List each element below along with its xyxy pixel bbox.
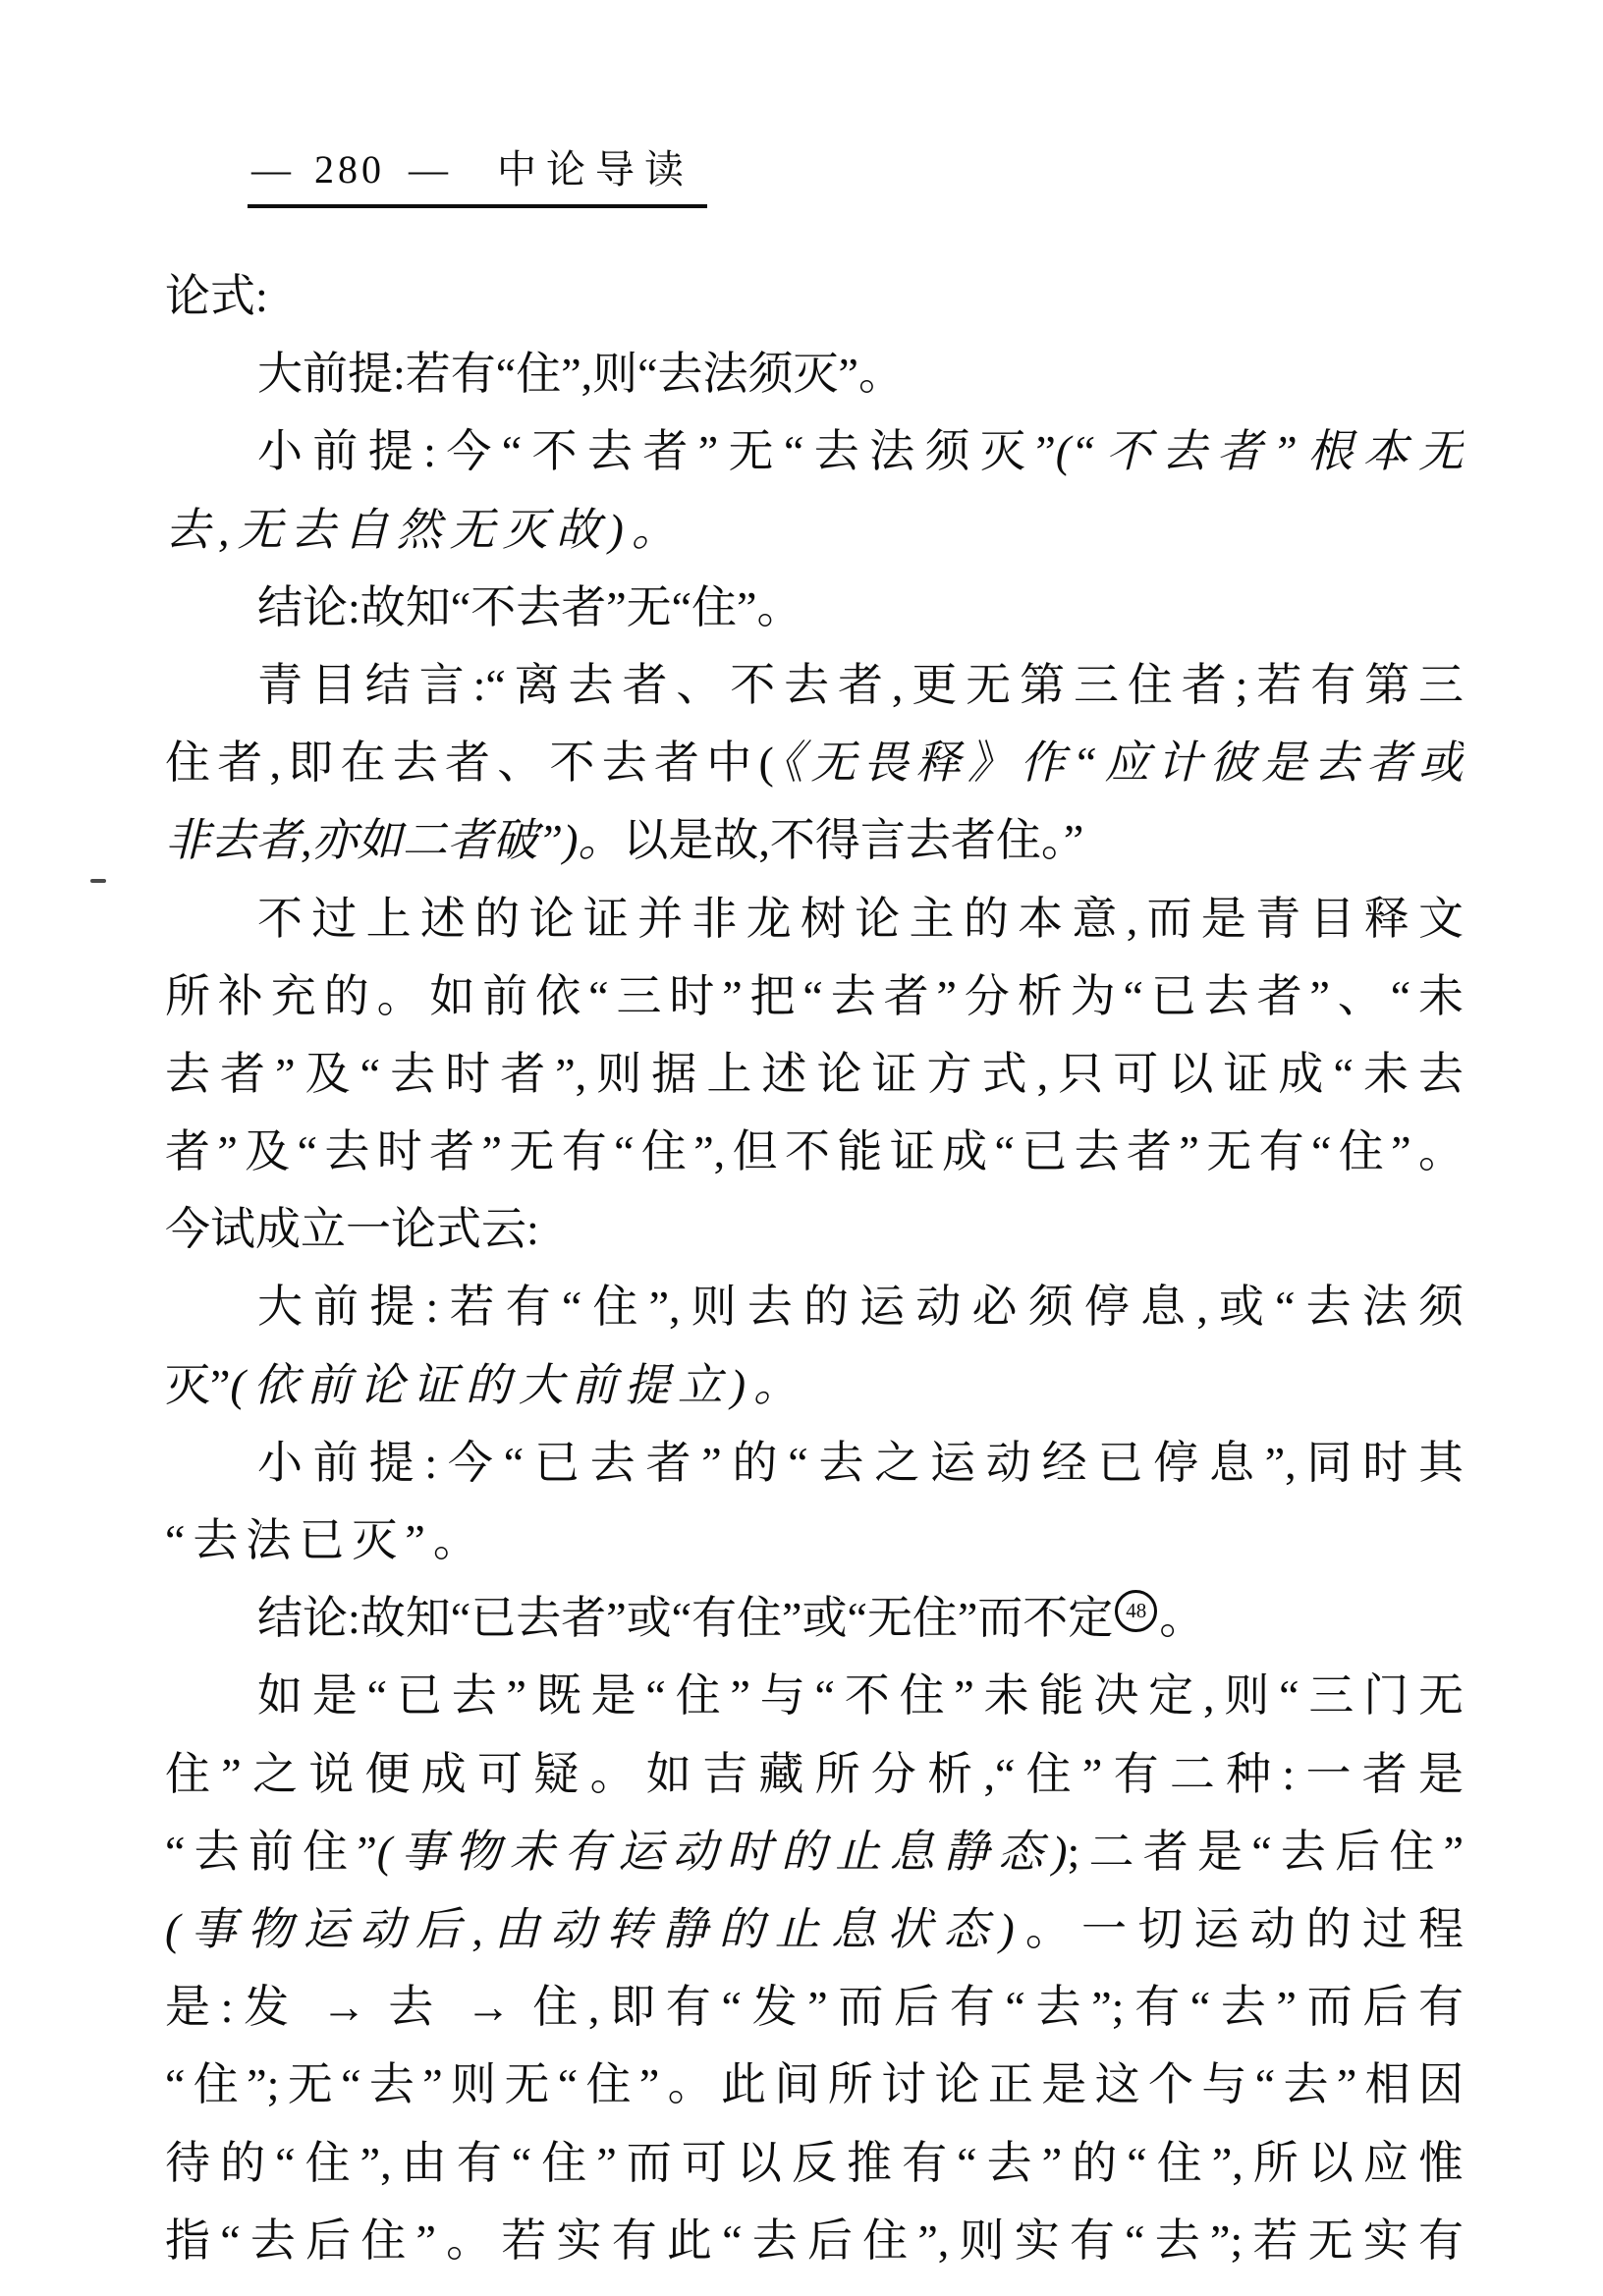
text-segment: 结论:故知“已去者”或“有住”或“无住”而不定 bbox=[257, 1593, 1114, 1644]
text-segment-annotation: (事物未有运动时的止息静态) bbox=[376, 1826, 1068, 1877]
text-segment: 今试成立一论式云: bbox=[165, 1204, 539, 1255]
text-line-2 bbox=[165, 335, 1464, 412]
text-segment: 结论:故知“不去者”无“住”。 bbox=[257, 581, 802, 632]
text-line-11 bbox=[165, 1035, 1464, 1113]
text-line-13 bbox=[165, 1190, 1464, 1268]
text-line-9 bbox=[165, 880, 1464, 957]
text-line-18 bbox=[165, 1579, 1464, 1657]
text-line-20 bbox=[165, 1735, 1464, 1813]
text-segment: 指“去后住”。若实有此“去后住”,则实有“去”;若无实有 bbox=[165, 2214, 1464, 2266]
text-segment: 去者”及“去时者”,则据上述论证方式,只可以证成“未去 bbox=[165, 1048, 1464, 1099]
page-header bbox=[248, 147, 707, 208]
text-segment: 如是“已去”既是“住”与“不住”未能决定,则“三门无 bbox=[257, 1670, 1464, 1722]
header-dash-left: — bbox=[251, 147, 291, 191]
text-segment-annotation: (事物运动后,由动转静的止息状态) bbox=[165, 1903, 1015, 1954]
text-segment: 青目结言:“离去者、不去者,更无第三住者;若有第三 bbox=[257, 659, 1464, 710]
text-line-21 bbox=[165, 1813, 1464, 1890]
footnote-ref-48: 48 bbox=[1115, 1590, 1157, 1632]
text-segment: ;二者是“去后住” bbox=[1067, 1826, 1464, 1877]
text-segment: 以是故,不得言去者住。” bbox=[623, 815, 1084, 866]
text-line-19 bbox=[165, 1657, 1464, 1734]
text-line-3 bbox=[165, 412, 1464, 490]
text-segment-annotation: 去,无去自然无灭故)。 bbox=[165, 504, 685, 555]
text-segment: 所补充的。如前依“三时”把“去者”分析为“已去者”、“未 bbox=[165, 970, 1464, 1021]
text-line-17 bbox=[165, 1502, 1464, 1579]
text-line-24 bbox=[165, 2046, 1464, 2123]
text-line-12 bbox=[165, 1113, 1464, 1190]
text-line-10 bbox=[165, 957, 1464, 1035]
page-number: 280 bbox=[314, 147, 385, 191]
text-line-14 bbox=[165, 1268, 1464, 1345]
text-segment-annotation: (“不去者”根本无 bbox=[1055, 426, 1464, 477]
text-segment: 住者,即在去者、不去者中( bbox=[165, 738, 774, 789]
text-line-5 bbox=[165, 569, 1464, 646]
text-segment: 是:发 → 去 → 住,即有“发”而后有“去”;有“去”而后有 bbox=[165, 1982, 1464, 2033]
text-segment: 小前提:今“已去者”的“去之运动经已停息”,同时其 bbox=[257, 1437, 1464, 1488]
book-title: 中论导读 bbox=[497, 147, 693, 191]
text-segment: 不过上述的论证并非龙树论主的本意,而是青目释文 bbox=[257, 893, 1464, 944]
text-segment: “去前住” bbox=[165, 1826, 377, 1877]
text-segment: 论式: bbox=[165, 271, 268, 321]
scan-artifact bbox=[90, 879, 106, 883]
text-segment: “去法已灭”。 bbox=[165, 1515, 486, 1565]
text-segment-annotation: 《无畏释》作“应计彼是去者或 bbox=[773, 738, 1464, 789]
text-line-25 bbox=[165, 2124, 1464, 2202]
text-segment-annotation: 非去者,亦如二者破”)。 bbox=[165, 815, 624, 866]
text-segment: 大前提:若有“住”,则“去法须灭”。 bbox=[257, 349, 904, 400]
text-segment: 住”之说便成可疑。如吉藏所分析,“住”有二种:一者是 bbox=[165, 1748, 1464, 1799]
text-line-22 bbox=[165, 1890, 1464, 1968]
text-segment-annotation: (依前论证的大前提立)。 bbox=[230, 1359, 807, 1410]
text-segment: 。 bbox=[1159, 1593, 1205, 1644]
text-line-7 bbox=[165, 724, 1464, 801]
text-line-8 bbox=[165, 801, 1464, 879]
text-line-1 bbox=[165, 257, 1464, 335]
text-segment: 灭” bbox=[165, 1359, 231, 1410]
text-line-15 bbox=[165, 1346, 1464, 1424]
text-line-6 bbox=[165, 646, 1464, 724]
text-segment: 小前提:今“不去者”无“去法须灭” bbox=[257, 426, 1056, 477]
text-line-23 bbox=[165, 1968, 1464, 2046]
header-dash-right: — bbox=[409, 147, 448, 191]
text-line-4 bbox=[165, 491, 1464, 569]
text-segment: “住”;无“去”则无“住”。此间所讨论正是这个与“去”相因 bbox=[165, 2059, 1464, 2110]
text-segment: 待的“住”,由有“住”而可以反推有“去”的“住”,所以应惟 bbox=[165, 2137, 1464, 2188]
text-line-16 bbox=[165, 1424, 1464, 1502]
body-text bbox=[165, 257, 1464, 2279]
text-segment: 者”及“去时者”无有“住”,但不能证成“已去者”无有“住”。 bbox=[165, 1126, 1464, 1177]
text-segment: 。一切运动的过程 bbox=[1014, 1903, 1464, 1954]
text-segment: 大前提:若有“住”,则去的运动必须停息,或“去法须 bbox=[257, 1282, 1464, 1333]
text-line-26 bbox=[165, 2202, 1464, 2279]
